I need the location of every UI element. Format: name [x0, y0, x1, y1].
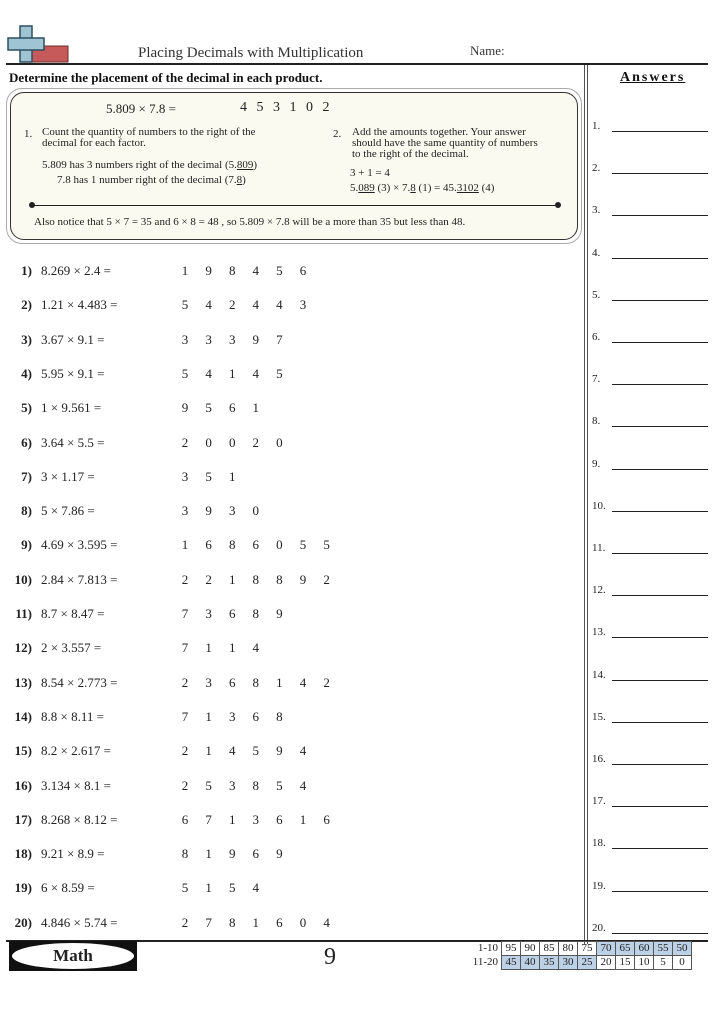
product-digit: 9 — [228, 846, 236, 862]
answer-blank[interactable] — [612, 173, 708, 174]
answer-number: 19. — [592, 879, 606, 892]
product-digit: 6 — [323, 811, 330, 827]
problem-number: 15) — [14, 743, 32, 759]
score-cell: 30 — [559, 956, 578, 970]
product-digit: 2 — [205, 571, 212, 587]
product-digit: 1 — [228, 468, 236, 484]
product-digit: 6 — [252, 846, 260, 862]
product-digit: 6 — [252, 537, 260, 553]
answer-blank[interactable] — [612, 215, 708, 216]
answer-number: 7. — [592, 373, 601, 386]
problem-expression: 3.67 × 9.1 = — [41, 331, 105, 347]
problem-expression: 2 × 3.557 = — [41, 640, 102, 656]
sum-line: 3 + 1 = 4 — [350, 167, 390, 179]
score-cell: 15 — [616, 956, 635, 970]
product-digit: 0 — [276, 434, 283, 450]
product-digit: 5 — [323, 537, 330, 553]
answer-number: 3. — [592, 204, 601, 217]
product-digit: 2 — [228, 297, 236, 313]
score-cell: 90 — [521, 942, 540, 956]
score-table — [466, 941, 692, 970]
product-digit: 8 — [228, 914, 236, 930]
answer-number: 6. — [592, 331, 601, 343]
product-digit: 3 — [228, 503, 236, 519]
answer-blank[interactable] — [612, 553, 708, 554]
answer-number: 5. — [592, 288, 601, 301]
product-digit: 6 — [228, 674, 236, 690]
product-digit: 0 — [205, 434, 212, 450]
product-digit: 0 — [252, 503, 260, 519]
step1-number: 1. — [24, 128, 33, 140]
product-digit: 1 — [181, 263, 189, 278]
score-cell: 45 — [502, 956, 521, 970]
problem-expression: 6 × 8.59 = — [41, 880, 95, 896]
problem-expression: 2.84 × 7.813 = — [41, 571, 118, 587]
problem-number: 16) — [14, 777, 32, 793]
score-cell: 10 — [635, 956, 654, 970]
answer-number: 1. — [592, 120, 601, 132]
score-cell: 95 — [502, 942, 521, 956]
product-digit: 0 — [299, 914, 307, 930]
answer-number: 12. — [592, 584, 606, 597]
step2-text: should have the same quantity of numbers — [352, 137, 538, 149]
problem-expression: 5 × 7.86 = — [41, 503, 95, 519]
product-digit: 8 — [276, 708, 283, 724]
product-digit: 4 — [252, 640, 260, 656]
product-digit: 8 — [252, 777, 260, 793]
problem-number: 13) — [14, 674, 32, 690]
answer-number: 17. — [592, 795, 606, 808]
product-digit: 8 — [276, 571, 283, 587]
product-digit: 1 — [205, 743, 212, 759]
product-digit: 1 — [276, 674, 283, 690]
product-digit: 2 — [323, 571, 330, 587]
product-digit: 4 — [299, 674, 307, 690]
rule-dot — [555, 202, 561, 208]
step1-text: Count the quantity of numbers to the right of the — [42, 126, 256, 138]
answer-number: 11. — [592, 542, 606, 554]
answer-blank[interactable] — [612, 258, 708, 259]
product-digit: 3 — [252, 811, 260, 827]
problem-number: 17) — [14, 811, 32, 827]
product-digit: 5 — [181, 365, 189, 381]
product-digit: 6 — [276, 811, 283, 827]
product-digit: 4 — [252, 263, 260, 278]
answer-number: 20. — [592, 921, 606, 934]
product-digit: 7 — [181, 606, 189, 621]
product-digit: 4 — [205, 297, 212, 313]
product-digit: 2 — [181, 571, 189, 587]
problem-expression: 8.268 × 8.12 = — [41, 811, 118, 827]
product-digit: 2 — [181, 674, 189, 690]
problem-number: 11) — [15, 606, 32, 621]
product-digit: 5 — [228, 880, 236, 896]
product-digit: 7 — [276, 331, 283, 347]
math-badge-label: Math — [12, 943, 134, 969]
answer-divider — [584, 65, 585, 944]
problem-number: 9) — [21, 537, 32, 553]
problem-number: 6) — [21, 434, 32, 450]
product-digit: 5 — [252, 743, 260, 759]
product-digit: 1 — [205, 708, 212, 724]
product-digit: 1 — [205, 640, 212, 656]
answer-blank[interactable] — [612, 131, 708, 132]
answer-blank[interactable] — [612, 722, 708, 723]
plus-logo-icon — [6, 24, 70, 64]
answer-number: 18. — [592, 837, 606, 850]
answer-blank[interactable] — [612, 384, 708, 385]
answer-blank[interactable] — [612, 806, 708, 807]
score-cell: 50 — [673, 942, 692, 956]
product-digit: 9 — [252, 331, 260, 347]
problem-expression: 3 × 1.17 = — [41, 468, 95, 484]
problem-number: 4) — [21, 365, 32, 381]
product-digit: 1 — [252, 914, 260, 930]
problem-number: 3) — [21, 331, 32, 347]
product-digit: 1 — [228, 811, 236, 827]
product-digit: 1 — [181, 537, 189, 553]
product-digit: 4 — [252, 297, 260, 313]
product-digit: 7 — [181, 640, 189, 656]
product-digit: 6 — [299, 263, 307, 278]
product-digit: 5 — [181, 297, 189, 313]
answer-blank[interactable] — [612, 933, 708, 934]
problem-expression: 4.69 × 3.595 = — [41, 537, 118, 553]
product-digit: 6 — [181, 811, 189, 827]
problem-expression: 5.95 × 9.1 = — [41, 365, 105, 381]
step2-text: Add the amounts together. Your answer — [352, 126, 526, 138]
product-digit: 1 — [228, 571, 236, 587]
product-digit: 9 — [276, 743, 283, 759]
answer-number: 2. — [592, 162, 601, 175]
product-digit: 2 — [181, 914, 189, 930]
problem-number: 18) — [14, 846, 32, 862]
product-digit: 8 — [181, 846, 189, 862]
problem-expression: 1 × 9.561 = — [41, 400, 102, 416]
problem-number: 10) — [14, 571, 32, 587]
answer-number: 16. — [592, 753, 606, 765]
product-digit: 9 — [276, 846, 283, 862]
answer-blank[interactable] — [612, 300, 708, 301]
problem-number: 1) — [21, 263, 32, 278]
product-digit: 7 — [205, 811, 212, 827]
product-digit: 1 — [252, 400, 260, 416]
answer-blank[interactable] — [612, 342, 708, 343]
product-digit: 5 — [181, 880, 189, 896]
product-digit: 1 — [228, 365, 236, 381]
problem-number: 8) — [21, 503, 32, 519]
product-digit: 7 — [205, 914, 212, 930]
answers-title: Answers — [620, 70, 686, 85]
answer-blank[interactable] — [612, 595, 708, 596]
problem-expression: 8.8 × 8.11 = — [41, 708, 104, 724]
answer-blank[interactable] — [612, 764, 708, 765]
answer-blank[interactable] — [612, 511, 708, 512]
product-digit: 3 — [228, 708, 236, 724]
product-digit: 5 — [205, 777, 212, 793]
answer-number: 15. — [592, 710, 606, 723]
product-digit: 9 — [299, 571, 307, 587]
product-digit: 3 — [181, 468, 189, 484]
score-cell: 40 — [521, 956, 540, 970]
score-cell: 55 — [654, 942, 673, 956]
answer-number: 8. — [592, 415, 601, 428]
product-digit: 2 — [181, 434, 189, 450]
score-cell: 0 — [673, 956, 692, 970]
product-digit: 8 — [252, 674, 260, 690]
product-digit: 3 — [228, 331, 236, 347]
problem-number: 2) — [21, 297, 32, 313]
instructions: Determine the placement of the decimal in each product. — [9, 70, 323, 85]
problem-expression: 8.2 × 2.617 = — [41, 743, 111, 759]
product-digit: 4 — [299, 777, 307, 793]
problem-expression: 3.134 × 8.1 = — [41, 777, 111, 793]
page-number: 9 — [324, 944, 336, 970]
problem-expression: 8.54 × 2.773 = — [41, 674, 118, 690]
product-digit: 9 — [205, 503, 212, 519]
header-rule — [6, 63, 708, 65]
product-digit: 5 — [205, 400, 212, 416]
problem-expression: 9.21 × 8.9 = — [41, 846, 105, 862]
product-digit: 4 — [252, 365, 260, 381]
product-digit: 2 — [181, 743, 189, 759]
product-digit: 3 — [299, 297, 307, 313]
score-cell: 80 — [559, 942, 578, 956]
product-digit: 8 — [228, 263, 236, 278]
example-digits: 4 5 3 1 0 2 — [240, 100, 333, 115]
problem-number: 19) — [14, 880, 32, 896]
answer-blank[interactable] — [612, 891, 708, 892]
answer-blank[interactable] — [612, 469, 708, 470]
problem-number: 14) — [14, 708, 32, 724]
product-digit: 5 — [276, 777, 283, 793]
product-digit: 3 — [205, 674, 212, 690]
product-digit: 5 — [276, 263, 283, 278]
work-line: 5.089 (3) × 7.8 (1) = 45.3102 (4) — [350, 182, 495, 194]
product-digit: 9 — [205, 263, 212, 278]
name-label: Name: — [470, 43, 505, 58]
answer-blank[interactable] — [612, 680, 708, 681]
example-problem: 5.809 × 7.8 = — [106, 101, 176, 116]
count-second-factor: 7.8 has 1 number right of the decimal (7.8) — [57, 174, 246, 186]
product-digit: 7 — [181, 708, 189, 724]
product-digit: 2 — [181, 777, 189, 793]
answer-blank[interactable] — [612, 848, 708, 849]
product-digit: 2 — [323, 674, 330, 690]
answer-number: 4. — [592, 246, 601, 259]
product-digit: 1 — [205, 880, 212, 896]
score-row-label: 1-10 — [477, 942, 498, 954]
product-digit: 0 — [228, 434, 236, 450]
page-title: Placing Decimals with Multiplication — [138, 45, 364, 61]
product-digit: 0 — [276, 537, 283, 553]
product-digit: 6 — [228, 606, 236, 621]
score-cell: 25 — [578, 956, 597, 970]
product-digit: 9 — [181, 400, 189, 416]
problem-expression: 4.846 × 5.74 = — [41, 914, 118, 930]
product-digit: 1 — [205, 846, 212, 862]
product-digit: 8 — [228, 537, 236, 553]
product-digit: 6 — [252, 708, 260, 724]
answer-divider — [587, 65, 588, 944]
product-digit: 2 — [252, 434, 260, 450]
problem-expression: 1.21 × 4.483 = — [41, 297, 118, 313]
answer-number: 9. — [592, 457, 601, 470]
step2-text: to the right of the decimal. — [352, 148, 469, 160]
score-cell: 20 — [597, 956, 616, 970]
product-digit: 4 — [276, 297, 283, 313]
problem-number: 12) — [14, 640, 32, 656]
product-digit: 3 — [181, 503, 189, 519]
product-digit: 6 — [276, 914, 283, 930]
product-digit: 6 — [205, 537, 212, 553]
product-digit: 5 — [276, 365, 283, 381]
example-rule — [32, 205, 558, 206]
score-cell: 35 — [540, 956, 559, 970]
score-cell: 65 — [616, 942, 635, 956]
problem-expression: 8.7 × 8.47 = — [41, 606, 105, 621]
product-digit: 1 — [299, 811, 307, 827]
count-first-factor: 5.809 has 3 numbers right of the decimal (5.809) — [42, 159, 258, 171]
problem-number: 5) — [21, 400, 32, 416]
score-cell: 5 — [654, 956, 673, 970]
product-digit: 4 — [299, 743, 307, 759]
product-digit: 3 — [205, 331, 212, 347]
answer-number: 13. — [592, 626, 606, 639]
product-digit: 4 — [205, 365, 212, 381]
product-digit: 6 — [228, 400, 236, 416]
answer-blank[interactable] — [612, 426, 708, 427]
product-digit: 3 — [228, 777, 236, 793]
product-digit: 8 — [252, 606, 260, 621]
score-cell: 60 — [635, 942, 654, 956]
problem-number: 7) — [21, 468, 32, 484]
answer-number: 14. — [592, 668, 606, 681]
step2-number: 2. — [333, 128, 342, 140]
estimate-note: Also notice that 5 × 7 = 35 and 6 × 8 = 48 , so 5.809 × 7.8 will be a more than 35 but less than 48. — [34, 216, 466, 228]
problem-number: 20) — [14, 914, 32, 930]
step1-text: decimal for each factor. — [42, 137, 146, 149]
product-digit: 3 — [181, 331, 189, 347]
product-digit: 8 — [252, 571, 260, 587]
product-digit: 4 — [323, 914, 330, 930]
product-digit: 1 — [228, 640, 236, 656]
answer-number: 10. — [592, 499, 606, 512]
product-digit: 5 — [299, 537, 307, 553]
product-digit: 9 — [276, 606, 283, 621]
score-cell: 70 — [597, 942, 616, 956]
product-digit: 4 — [252, 880, 260, 896]
product-digit: 4 — [228, 743, 236, 759]
score-cell: 85 — [540, 942, 559, 956]
product-digit: 3 — [205, 606, 212, 621]
score-row-label: 11-20 — [472, 956, 498, 968]
problem-expression: 3.64 × 5.5 = — [41, 434, 105, 450]
problem-expression: 8.269 × 2.4 = — [41, 263, 111, 278]
score-cell: 75 — [578, 942, 597, 956]
product-digit: 5 — [205, 468, 212, 484]
answer-blank[interactable] — [612, 637, 708, 638]
